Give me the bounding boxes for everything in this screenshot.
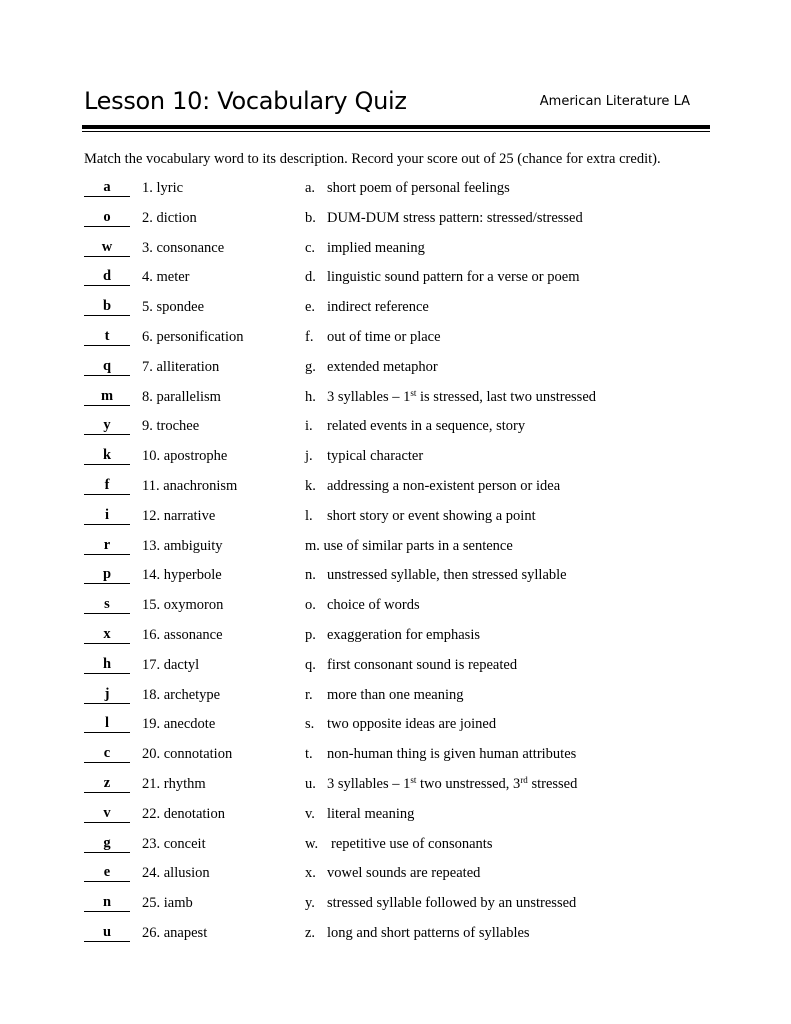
ordinal-suffix: rd	[520, 774, 528, 785]
vocab-term: 1. lyric	[142, 180, 184, 196]
definition	[305, 239, 425, 257]
quiz-row	[84, 388, 724, 418]
definition	[305, 805, 414, 823]
definition	[305, 268, 579, 286]
vocab-term: 6. personification	[142, 328, 244, 345]
quiz-row	[84, 775, 724, 805]
vocab-term: 8. parallelism	[142, 388, 221, 405]
definition-text: stressed syllable followed by an unstressed	[327, 895, 577, 912]
definition	[305, 924, 530, 942]
quiz-row	[84, 924, 724, 954]
quiz-row	[84, 686, 724, 716]
definition	[305, 358, 438, 376]
definition-text: non-human thing is given human attributes	[327, 746, 577, 763]
definition-text: 3 syllables – 1	[327, 775, 411, 792]
answer-blank[interactable]: j	[84, 686, 130, 704]
definition-text: indirect reference	[327, 299, 429, 316]
definition-letter: y.	[305, 895, 315, 912]
answer-blank[interactable]: l	[84, 715, 130, 733]
vocab-term: 16. assonance	[142, 626, 223, 643]
definition-letter: t.	[305, 746, 313, 763]
definition	[305, 715, 496, 733]
answer-blank[interactable]: i	[84, 507, 130, 525]
definition	[305, 328, 441, 346]
answer-blank[interactable]: a	[84, 179, 130, 197]
definition	[305, 626, 480, 644]
vocab-term: 15. oxymoron	[142, 597, 224, 614]
quiz-row	[84, 268, 724, 298]
definition	[305, 864, 480, 882]
vocab-term: 4. meter	[142, 269, 190, 286]
definition-letter: u.	[305, 775, 316, 792]
definition	[305, 209, 583, 227]
definition	[305, 566, 567, 584]
vocab-term: 9. trochee	[142, 418, 200, 435]
definition-letter: d.	[305, 269, 316, 286]
quiz-row	[84, 447, 724, 477]
answer-blank[interactable]: f	[84, 477, 130, 495]
definition-letter: m.	[305, 537, 320, 554]
quiz-row	[84, 507, 724, 537]
instructions: Match the vocabulary word to its description. Record your score out of 25 (chance for extra credit).	[84, 151, 661, 167]
definition-text: repetitive use of consonants	[331, 835, 493, 852]
answer-blank[interactable]: t	[84, 328, 130, 346]
vocab-term: 7. alliteration	[142, 358, 220, 375]
quiz-row	[84, 298, 724, 328]
definition	[305, 417, 525, 435]
definition	[305, 507, 536, 525]
answer-blank[interactable]: d	[84, 268, 130, 286]
definition-letter: w.	[305, 835, 319, 852]
quiz-row	[84, 626, 724, 656]
definition	[305, 596, 420, 614]
vocab-term: 18. archetype	[142, 686, 221, 703]
answer-blank[interactable]: h	[84, 656, 130, 674]
definition-text: short story or event showing a point	[327, 507, 536, 524]
quiz-row	[84, 537, 724, 567]
quiz-row	[84, 477, 724, 507]
quiz-row	[84, 835, 724, 865]
definition-letter: r.	[305, 686, 313, 703]
vocab-term: 21. rhythm	[142, 775, 206, 792]
definition-letter: p.	[305, 626, 316, 643]
answer-blank[interactable]: w	[84, 239, 130, 257]
definition-letter: k.	[305, 477, 316, 494]
definition-text: more than one meaning	[327, 686, 464, 703]
vocab-term: 23. conceit	[142, 835, 206, 852]
definition	[305, 388, 596, 406]
quiz-row	[84, 239, 724, 269]
definition-text: related events in a sequence, story	[327, 418, 526, 435]
definition-text: literal meaning	[327, 805, 415, 822]
vocab-term: 3. consonance	[142, 239, 225, 256]
vocab-term: 14. hyperbole	[142, 567, 222, 584]
answer-blank[interactable]: u	[84, 924, 130, 942]
definition-text: DUM-DUM stress pattern: stressed/stressed	[327, 209, 583, 226]
definition-text: typical character	[327, 448, 424, 465]
definition	[305, 447, 423, 465]
answer-blank[interactable]: z	[84, 775, 130, 793]
quiz-row	[84, 209, 724, 239]
answer-blank[interactable]: b	[84, 298, 130, 316]
vocab-term: 2. diction	[142, 209, 197, 226]
definition	[305, 656, 517, 674]
definition-letter: a.	[305, 180, 316, 196]
quiz-row	[84, 864, 724, 894]
definition	[305, 745, 576, 763]
definition-letter: e.	[305, 299, 316, 316]
answer-blank[interactable]: e	[84, 864, 130, 882]
vocab-term: 24. allusion	[142, 865, 210, 882]
vocab-term: 13. ambiguity	[142, 537, 223, 554]
definition-letter: n.	[305, 567, 316, 584]
definition-letter: l.	[305, 507, 313, 524]
answer-blank[interactable]: o	[84, 209, 130, 227]
definition-text: extended metaphor	[327, 358, 438, 375]
vocab-term: 10. apostrophe	[142, 448, 228, 465]
definition	[305, 298, 429, 316]
quiz-row	[84, 417, 724, 447]
vocab-term: 12. narrative	[142, 507, 216, 524]
definition	[305, 775, 577, 793]
vocab-term: 17. dactyl	[142, 656, 200, 673]
vocab-term: 11. anachronism	[142, 477, 238, 494]
definition-letter: s.	[305, 716, 315, 733]
definition-text: is stressed, last two unstressed	[416, 388, 597, 405]
answer-blank[interactable]: y	[84, 417, 130, 435]
quiz-row	[84, 745, 724, 775]
definition-text: vowel sounds are repeated	[327, 865, 481, 882]
definition-text: addressing a non-existent person or idea	[327, 477, 561, 494]
definition-letter: h.	[305, 388, 316, 405]
vocab-term: 20. connotation	[142, 746, 233, 763]
answer-blank[interactable]: x	[84, 626, 130, 644]
vocab-term: 25. iamb	[142, 895, 193, 912]
answer-blank[interactable]: s	[84, 596, 130, 614]
definition-text: first consonant sound is repeated	[327, 656, 518, 673]
definition-text: long and short patterns of syllables	[327, 924, 530, 941]
definition	[305, 686, 464, 704]
definition-text: out of time or place	[327, 328, 441, 345]
header-divider-thin	[82, 131, 710, 132]
ordinal-suffix: st	[410, 774, 417, 785]
definition-letter: g.	[305, 358, 316, 375]
definition	[305, 894, 576, 912]
definition	[305, 179, 510, 197]
answer-blank[interactable]: v	[84, 805, 130, 823]
answer-blank[interactable]: c	[84, 745, 130, 763]
quiz-row	[84, 656, 724, 686]
definition-letter: c.	[305, 239, 316, 256]
definition-letter: o.	[305, 597, 316, 614]
definition-letter: q.	[305, 656, 316, 673]
vocab-term: 26. anapest	[142, 924, 208, 941]
answer-blank[interactable]: g	[84, 835, 130, 853]
quiz-row	[84, 596, 724, 626]
page-title: Lesson 10: Vocabulary Quiz	[84, 87, 407, 115]
definition-text: short poem of personal feelings	[327, 180, 510, 196]
answer-blank[interactable]: r	[84, 537, 130, 555]
quiz-row	[84, 715, 724, 745]
vocab-term: 22. denotation	[142, 805, 225, 822]
definition-letter: j.	[305, 448, 313, 465]
quiz-row	[84, 358, 724, 388]
quiz-list	[84, 179, 724, 954]
definition-letter: x.	[305, 865, 316, 882]
definition-letter: b.	[305, 209, 316, 226]
answer-blank[interactable]: k	[84, 447, 130, 465]
definition-text: use of similar parts in a sentence	[323, 537, 513, 554]
page-header	[84, 86, 710, 120]
definition-text: unstressed syllable, then stressed syllable	[327, 567, 567, 584]
definition-text: exaggeration for emphasis	[327, 626, 481, 643]
definition-letter: i.	[305, 418, 313, 435]
answer-blank[interactable]: q	[84, 358, 130, 376]
answer-blank[interactable]: p	[84, 566, 130, 584]
definition-text: choice of words	[327, 597, 420, 614]
header-divider-thick	[82, 125, 710, 129]
definition-text: stressed	[527, 775, 578, 792]
definition-letter: v.	[305, 805, 315, 822]
quiz-row	[84, 328, 724, 358]
definition-text: 3 syllables – 1	[327, 388, 411, 405]
ordinal-suffix: st	[410, 387, 417, 398]
quiz-row	[84, 566, 724, 596]
definition	[305, 477, 560, 495]
quiz-row	[84, 894, 724, 924]
answer-blank[interactable]: n	[84, 894, 130, 912]
definition-text: two unstressed, 3	[416, 775, 521, 792]
answer-blank[interactable]: m	[84, 388, 130, 406]
definition	[305, 835, 492, 853]
definition-letter: z.	[305, 924, 316, 941]
definition-letter: f.	[305, 328, 314, 345]
quiz-row	[84, 179, 724, 209]
definition	[305, 537, 513, 555]
definition-text: implied meaning	[327, 239, 425, 256]
course-name: American Literature LA	[539, 94, 690, 109]
quiz-row	[84, 805, 724, 835]
definition-text: linguistic sound pattern for a verse or poem	[327, 269, 580, 286]
vocab-term: 5. spondee	[142, 299, 205, 316]
vocab-term: 19. anecdote	[142, 716, 216, 733]
definition-text: two opposite ideas are joined	[327, 716, 497, 733]
